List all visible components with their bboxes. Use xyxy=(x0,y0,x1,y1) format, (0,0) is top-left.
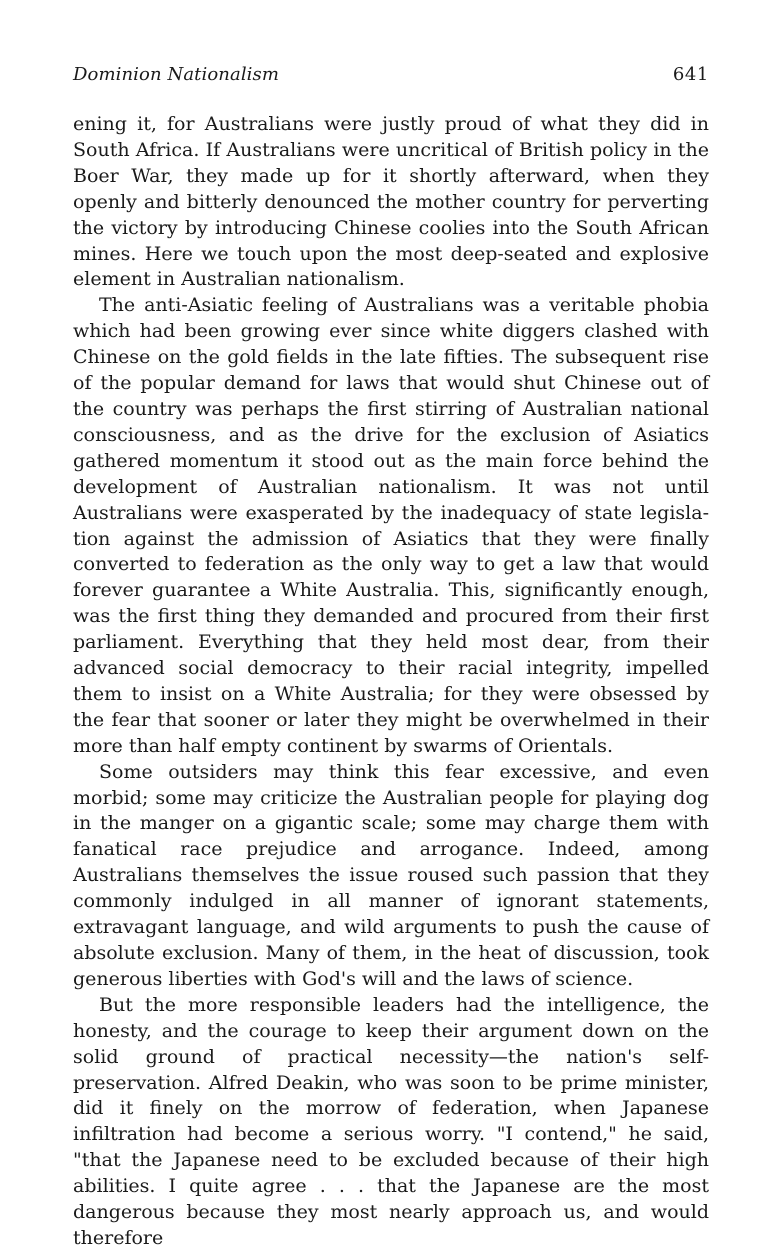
paragraph-2: The anti-Asiatic feeling of Australians was a veritable phobia which had been growing ever since white diggers clashed with Chinese on the gold fields in the late fifties. The subsequent rise of the popular demand for laws that would shut Chinese out of the country was perhaps the first stirring of Australian national consciousness, and as the drive for the exclusion of Asiatics gathered momentum it stood out as the main force behind the development of Australian nationalism. It was not until Australians were exasperated by the inadequacy of state legislation against the admission of Asiatics that they were finally converted to federation as the only way to get a law that would forever guarantee a White Australia. This, significantly enough, was the first thing they demanded and procured from their first parliament. Everything that they held most dear, from their advanced social democracy to their racial integrity, impelled them to insist on a White Australia; for they were obsessed by the fear that sooner or later they might be overwhelmed in their more than half empty continent by swarms of Orientals. xyxy=(73,294,709,757)
running-title: Dominion Nationalism xyxy=(73,64,280,85)
paragraph-1: ening it, for Australians were justly proud of what they did in South Africa. If Australians were uncritical of British policy in the Boer War, they made up for it shortly afterward, when they openly and bitterly denounced the mother country for perverting the victory by introducing Chinese coolies into the South African mines. Here we touch upon the most deep-seated and explosive element in Australian nationalism. xyxy=(73,113,709,291)
paragraph-3: Some outsiders may think this fear excessive, and even morbid; some may criticize the Australian people for playing dog in the manger on a gigantic scale; some may charge them with fanatical race prejudice and arrogance. Indeed, among Australians themselves the issue roused such passion that they commonly indulged in all manner of ignorant statements, extravagant language, and wild arguments to push the cause of absolute exclusion. Many of them, in the heat of discussion, took generous liberties with God's will and the laws of science. xyxy=(73,760,709,990)
paragraph-4: But the more responsible leaders had the intelligence, the honesty, and the courage to keep their argument down on the solid ground of practical necessity—the nation's self-preservation. Alfred Deakin, who was soon to be prime minister, did it finely on the morrow of federation, when Japanese infiltration had become a serious worry. "I contend," he said, "that the Japanese need to be excluded because of their high abilities. I quite agree . . . that the Japanese are the most dangerous because they most nearly approach us, and would therefore xyxy=(73,993,709,1249)
page-number: 641 xyxy=(672,64,709,85)
running-head xyxy=(73,64,709,94)
book-page xyxy=(73,64,709,1252)
body-text xyxy=(73,112,709,1252)
